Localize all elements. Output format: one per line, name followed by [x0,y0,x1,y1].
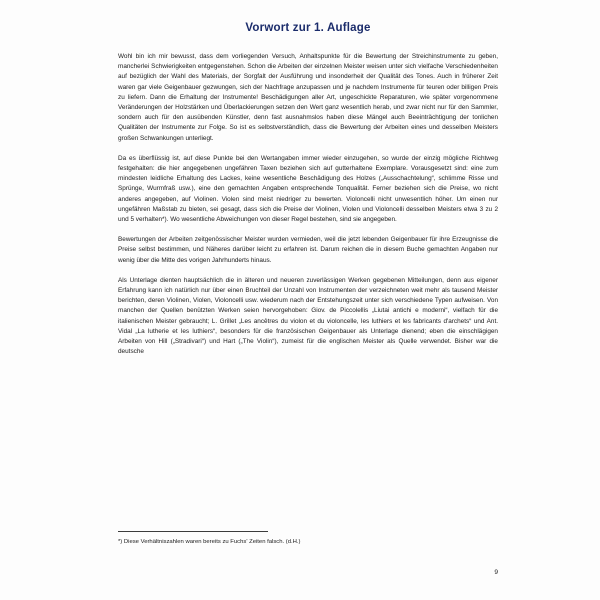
paragraph-1: Wohl bin ich mir bewusst, dass dem vorliegenden Versuch, Anhaltspunkte für die Bewertung der Streichinstrumente zu geben, mancherlei Schwierigkeiten entgegenstehen. Schon die Arbeiten der einzelnen Meister weisen unter sich vielfache Verschiedenheiten auf bezüglich der Wahl des Materials, der Sorgfalt der Ausführung und insonderheit der Qualität des Tones. Auch in früherer Zeit waren gar viele Geigenbauer gezwungen, sich der Nachfrage anzupassen und je nachdem Instrumente für teuren oder billigen Preis zu liefern. Dann die Erhaltung der Instrumente! Beschädigungen aller Art, ungeschickte Reparaturen, wie später vorgenommene Veränderungen der Holzstärken und Überlackierungen setzen den Wert ganz wesentlich herab, und zwar nicht nur für den Sammler, sondern auch für den ausübenden Künstler, denn fast ausnahmslos haben diese Mängel auch Beeinträchtigung der tonlichen Qualitäten der Instrumente zur Folge. So ist es selbstverständlich, dass die Bewertung der Arbeiten eines und desselben Meisters großen Schwankungen unterliegt. [118,53,498,142]
page-number: 9 [494,569,498,576]
page-title: Vorwort zur 1. Auflage [245,22,371,34]
footnote-divider [118,531,268,532]
paragraph-3: Bewertungen der Arbeiten zeitgenössischer Meister wurden vermieden, weil die jetzt lebenden Geigenbauer für ihre Erzeugnisse die Preise selbst bestimmen, und Näheres darüber leicht zu erfahren ist. Darum reichen die in diesem Buche gemachten Angaben nur wenig über die Mitte des vorigen Jahrhunderts hinaus. [118,236,498,264]
page-content [118,22,498,357]
paragraph-2: Da es überflüssig ist, auf diese Punkte bei den Wertangaben immer wieder einzugehen, so wurde der einzig mögliche Richtweg festgehalten: die hier angegebenen ungefähren Taxen beziehen sich auf gutterhaltene Exemplare. Vorausgesetzt sind: eine zum mindesten leidliche Erhaltung des Lackes, keine wesentliche Beschädigung des Holzes („Ausschachtelung“, schlimme Risse und Sprünge, Wurmfraß usw.), eine den gemachten Angaben entsprechende Tonqualität. Ferner beziehen sich die Preise, wo nicht anderes angegeben, auf Violinen. Violen sind meist niedriger zu bewerten. Violoncelli nicht unwesentlich höher. Um einen nur ungefähren Maßstab zu bieten, sei gesagt, dass sich die Preise der Violinen, Violen und Violoncelli desselben Meisters etwa 3 zu 2 und 5 verhalten*). Wo wesentliche Abweichungen von dieser Regel bestehen, sind sie angegeben. [118,154,498,224]
footnote-section [118,531,498,547]
paragraph-4: Als Unterlage dienten hauptsächlich die in älteren und neueren zuverlässigen Werken gegebenen Mitteilungen, denn aus eigener Erfahrung kann ich natürlich nur über einen Bruchteil der Unzahl von Instrumenten der verzeichneten weit mehr als tausend Meister berichten, deren Violinen, Violen, Violoncelli usw. wiederum nach der Entstehungszeit unter sich verschiedene Typen aufweisen. Von manchen der Quellen benützten Werken seien hervorgehoben: Giov. de Piccolellis „Liutai antichi e moderni“, vielfach für die italienischen Meister gebraucht; L. Grillet „Les ancêtres du violon et du violoncelle, les luthiers et les fabricants d'archets“ und Ant. Vidal „La lutherie et les luthiers“, besonders für die französischen Geigenbauer als Unterlage dienend; eben die einschlägigen Arbeiten von Hill („Stradivari“) und Hart („The Violin“), zumeist für die englischen Meister als Quelle verwendet. Bisher war die deutsche [118,276,498,356]
footnote-text: *) Diese Verhältniszahlen waren bereits zu Fuchs' Zeiten falsch. (d.H.) [118,539,301,545]
